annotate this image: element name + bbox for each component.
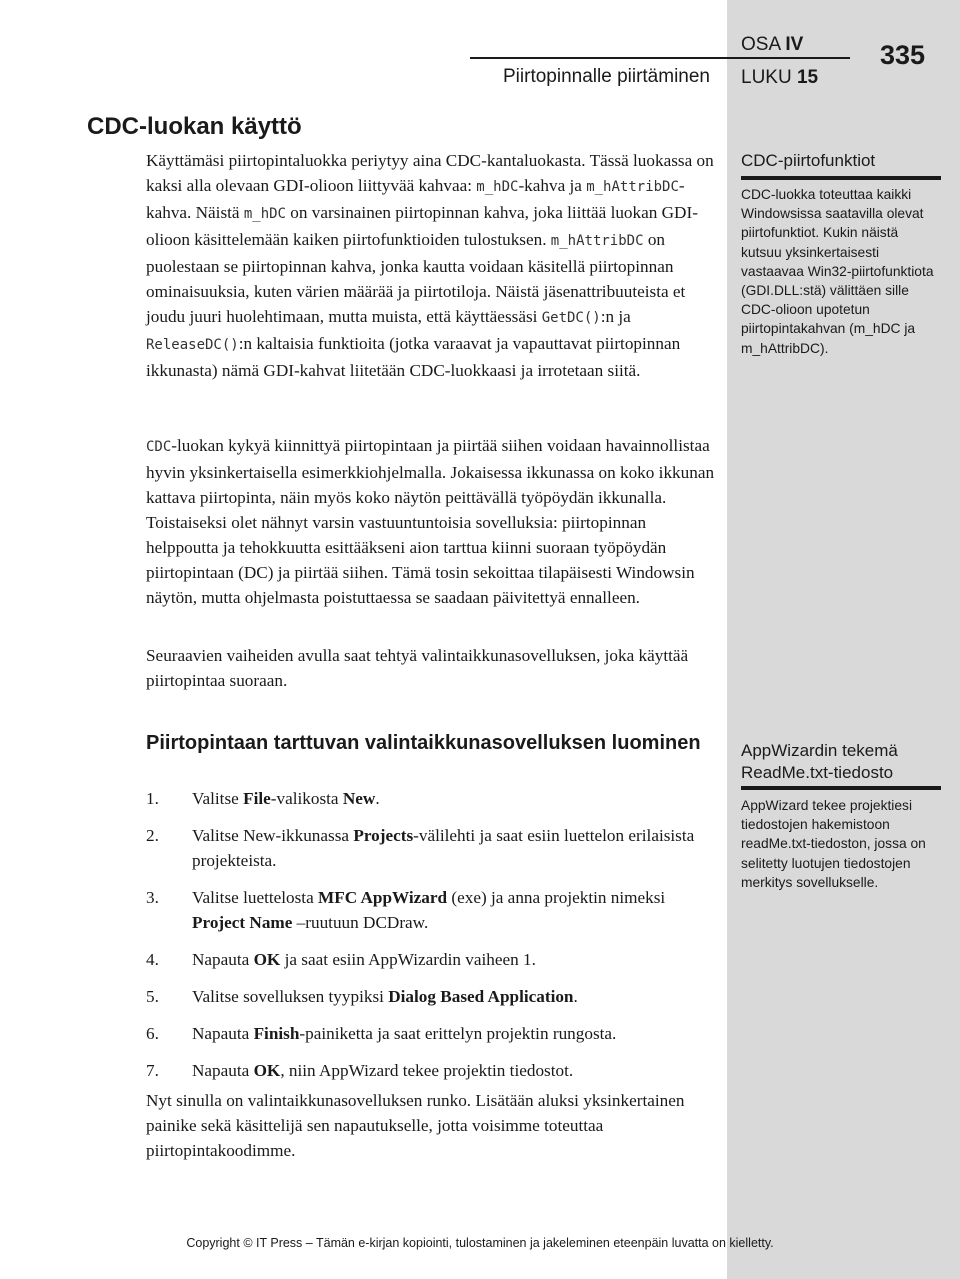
sidebar-note-rule xyxy=(741,176,941,180)
sidebar-note-text: CDC-luokka toteuttaa kaikki Windowsissa saatavilla olevat piirtofunktiot. Kukin näistä kutsuu yksinkertaisesti vastaavaa Win32-piirtofunktiota (GDI.DLL:stä) välittäen sille CDC-olioon upotetun piirtopintakahvan (m_hDC ja m_hAttribDC). xyxy=(741,187,934,356)
step-item: 3. Valitse luettelosta MFC AppWizard (exe) ja anna projektin nimeksi Project Name –ruutuun DCDraw. xyxy=(146,888,666,932)
section-title: CDC-luokan käyttö xyxy=(87,113,302,140)
procedure-title: Piirtopintaan tarttuvan valintaikkunasovelluksen luominen xyxy=(146,732,701,754)
paragraph-2: CDC-luokan kykyä kiinnittyä piirtopintaan ja piirtää siihen voidaan havainnollistaa hyvin yksinkertaisella esimerkkiohjelmalla. Jokaisessa ikkunassa on koko ikkunan kattava piirtopinta, näin myös koko näytön peittävällä työpöydän ikkunalla. Toistaiseksi olet nähnyt varsin vastuuntuntoisia sovelluksia: piirtopinnan helppoutta ja tehokkuutta esittääkseni aion tarttua kiinni suoraan työpöydän piirtopintaan (DC) ja piirtää siihen. Tämä tosin sekoittaa tilapäisesti Windowsin näytön, mutta ohjelmasta poistuttaessa se saadaan päivitettyä ennalleen. xyxy=(146,436,715,607)
paragraph-1: Käyttämäsi piirtopintaluokka periytyy aina CDC-kantaluokasta. Tässä luokassa on kaksi alla olevaan GDI-olioon liittyvää kahvaa: m_hDC-kahva ja m_hAttribDC-kahva. Näistä m_hDC on varsinainen piirtopinnan kahva, joka liittää luokan GDI-olioon käsittelemään kaiken piirtofunktioiden tulostuksen. m_hAttribDC on puolestaan se piirtopinnan kahva, jonka kautta voidaan käsitellä piirtopinnan ominaisuuksia, kuten värien määrää ja piirtotiloja. Näistä jäsenattribuuteista et joudu juuri huolehtimaan, mutta muista, että käyttäessäsi GetDC():n ja ReleaseDC():n kaltaisia funktioita (jotka varaavat ja vapauttavat piirtopinnan ikkunasta) nämä GDI-kahvat liitetään CDC-luokkaasi ja irrotetaan siitä. xyxy=(146,151,714,380)
sidebar-note-title: AppWizardin tekemä ReadMe.txt-tiedosto xyxy=(741,741,898,782)
copyright-footer: Copyright © IT Press – Tämän e-kirjan kopiointi, tulostaminen ja jakeleminen eteenpäin luvatta on kielletty. xyxy=(186,1236,774,1250)
closing-paragraph: Nyt sinulla on valintaikkunasovelluksen runko. Lisätään aluksi yksinkertainen painike sekä käsittelijä sen napautukselle, jotta voisimme toteuttaa piirtopintakoodimme. xyxy=(146,1091,685,1160)
sidebar-note-text: AppWizard tekee projektiesi tiedostojen hakemistoon readMe.txt-tiedoston, jossa on selitetty luotujen tiedostojen merkitys sovellukselle. xyxy=(741,798,926,890)
step-item: 1. Valitse File-valikosta New. xyxy=(146,789,380,808)
paragraph-3: Seuraavien vaiheiden avulla saat tehtyä valintaikkunasovelluksen, joka käyttää piirtopintaa suoraan. xyxy=(146,646,689,690)
running-title: Piirtopinnalle piirtäminen xyxy=(503,66,710,87)
procedure-steps xyxy=(146,786,716,1095)
page-number: 335 xyxy=(880,40,926,70)
header-rule xyxy=(470,57,850,59)
chapter-label: LUKU 15 xyxy=(741,67,819,88)
step-item: 2. Valitse New-ikkunassa Projects-välilehti ja saat esiin luettelon erilaisista projekteista. xyxy=(146,826,695,870)
step-item: 6. Napauta Finish-painiketta ja saat erittelyn projektin rungosta. xyxy=(146,1024,617,1043)
step-item: 7. Napauta OK, niin AppWizard tekee projektin tiedostot. xyxy=(146,1061,574,1080)
sidebar-note-title: CDC-piirtofunktiot xyxy=(741,151,876,170)
step-item: 4. Napauta OK ja saat esiin AppWizardin vaiheen 1. xyxy=(146,950,536,969)
step-item: 5. Valitse sovelluksen tyypiksi Dialog Based Application. xyxy=(146,987,578,1006)
part-label: OSA IV xyxy=(741,34,804,55)
sidebar-note-rule xyxy=(741,786,941,790)
